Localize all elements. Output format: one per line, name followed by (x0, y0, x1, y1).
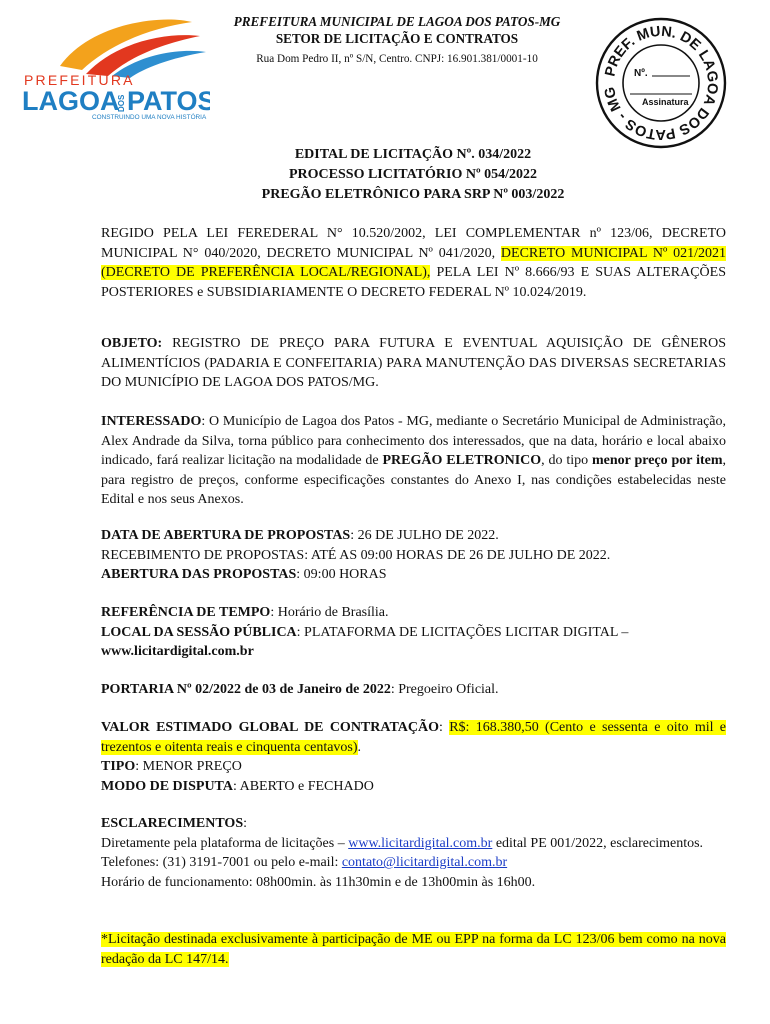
dates-block (101, 526, 726, 585)
value-colon: : (438, 720, 450, 735)
object-text: REGISTRO DE PREÇO PARA FUTURA E EVENTUAL AQUISIÇÃO DE GÊNEROS ALIMENTÍCIOS (PADARIA E CONFEITARIA) PARA MANUTENÇÃO DAS DIVERSAS SECRETARIAS DO MUNICÍPIO DE LAGOA DOS PATOS/MG. (101, 336, 726, 391)
legal-basis-highlight: DECRETO MUNICIPAL Nº 021/2021 (DECRETO DE PREFERÊNCIA LOCAL/REGIONAL), (101, 245, 726, 281)
edital-title (100, 145, 726, 205)
clarifications-text-1: Diretamente pela plataforma de licitações – (101, 835, 349, 851)
value-end: . (357, 739, 362, 755)
phones-text: Telefones: (31) 3191-7001 ou pelo e-mail: (101, 855, 342, 871)
object-label: OBJETO: (101, 336, 163, 351)
object-paragraph (101, 334, 726, 393)
interested-label: INTERESSADO (101, 414, 202, 429)
platform-link[interactable]: www.licitardigital.com.br (348, 835, 493, 851)
value-block (101, 718, 726, 796)
value-highlight: R$: 168.380,50 (Cento e sessenta e oito mil e trezentos e oitenta reais e cinquenta centavos) (101, 720, 727, 755)
legal-basis-text-b: PELA LEI Nº 8.666/93 E SUAS ALTERAÇÕES POSTERIORES e SUBSIDIARIAMENTE O DECRETO FEDERAL Nº 10.024/2019. (101, 265, 727, 300)
opening-date-label: DATA DE ABERTURA DE PROPOSTAS (101, 528, 351, 543)
interested-modality: PREGÃO ELETRONICO (382, 453, 542, 469)
protocol-stamp (594, 16, 728, 150)
dispute-mode-label: MODO DE DISPUTA (101, 778, 233, 794)
opening-time-value: : 09:00 HORAS (296, 567, 387, 583)
clarifications-colon: : (243, 816, 248, 831)
type-value: : MENOR PREÇO (135, 759, 242, 775)
clarifications-text-2: edital PE 001/2022, esclarecimentos. (492, 835, 704, 851)
interested-text-2: , do tipo (541, 453, 592, 469)
portaria-label: PORTARIA Nº 02/2022 de 03 de Janeiro de 2022 (101, 682, 391, 697)
interested-type: menor preço por item (591, 453, 723, 469)
stamp-sign-label: Assinatura (642, 97, 689, 107)
opening-time-label: ABERTURA DAS PROPOSTAS (101, 567, 297, 583)
logo-main-right: PATOS (127, 86, 210, 116)
me-epp-note-text: *Licitação destinada exclusivamente à participação de ME ou EPP na forma da LC 123/06 bem como na nova redação da LC 147/14. (101, 932, 726, 967)
title-line-2: PROCESSO LICITATÓRIO Nº 054/2022 (289, 167, 537, 182)
stamp-number-label: Nº. (634, 68, 648, 79)
value-label: VALOR ESTIMADO GLOBAL DE CONTRATAÇÃO (101, 720, 439, 735)
letterhead (212, 14, 582, 67)
logo-top-text: PREFEITURA (24, 72, 135, 88)
logo-main-left: LAGOA (22, 86, 120, 116)
dispute-mode-value: : ABERTO e FECHADO (232, 778, 374, 794)
receipt-line: RECEBIMENTO DE PROPOSTAS: ATÉ AS 09:00 HORAS DE 26 DE JULHO DE 2022. (101, 547, 611, 563)
header-line-1: PREFEITURA MUNICIPAL DE LAGOA DOS PATOS-MG (233, 14, 561, 29)
prefeitura-logo (20, 14, 210, 122)
clarifications-block (101, 814, 726, 892)
interested-paragraph (101, 412, 726, 510)
reference-block (101, 603, 726, 662)
interested-text-1: : O Município de Lagoa dos Patos - MG, mediante o Secretário Municipal de Administração, Alex Andrade da Silva, torna público para conhecimento dos interessados, que na data, horário e local abaixo indicado, fará realizar licitação na modalidade de (101, 414, 726, 469)
session-place-label: LOCAL DA SESSÃO PÚBLICA (101, 624, 297, 640)
interested-text-3: , para registro de preços, conforme especificações constantes do Anexo I, nas condições estabelecidas neste Edital e nos seus Anexos. (101, 453, 726, 508)
legal-basis-text-a: REGIDO PELA LEI FEREDERAL N° 10.520/2002, LEI COMPLEMENTAR nº 123/06, DECRETO MUNICIPAL N° 040/2020, DECRETO MUNICIPAL Nº 041/2020, (101, 226, 726, 261)
time-reference-value: : Horário de Brasília. (270, 605, 389, 620)
time-reference-label: REFERÊNCIA DE TEMPO (101, 605, 271, 620)
portaria-value: : Pregoeiro Oficial. (390, 682, 499, 697)
office-hours: Horário de funcionamento: 08h00min. às 11h30min e de 13h00min às 16h00. (101, 874, 536, 890)
header-line-3: Rua Dom Pedro II, nº S/N, Centro. CNPJ: 16.901.381/0001-10 (256, 53, 538, 65)
session-place-url: www.licitardigital.com.br (101, 644, 254, 660)
type-label: TIPO (101, 759, 136, 775)
opening-date-value: : 26 DE JULHO DE 2022. (350, 528, 499, 543)
title-line-1: EDITAL DE LICITAÇÃO Nº. 034/2022 (294, 147, 532, 162)
legal-basis-paragraph (101, 224, 726, 302)
title-line-3: PREGÃO ELETRÔNICO PARA SRP Nº 003/2022 (261, 187, 565, 202)
clarifications-label: ESCLARECIMENTOS (101, 816, 244, 831)
session-place-value: : PLATAFORMA DE LICITAÇÕES LICITAR DIGITAL – (296, 624, 629, 640)
logo-main-mid: DOS (117, 94, 126, 112)
logo-tagline: CONSTRUINDO UMA NOVA HISTÓRIA (92, 114, 207, 121)
stamp-inner-ring (623, 45, 699, 121)
portaria-line (101, 680, 726, 700)
me-epp-note (101, 930, 726, 969)
header-line-2: SETOR DE LICITAÇÃO E CONTRATOS (275, 31, 519, 46)
stamp-ring-text: PREF. MUN. DE LAGOA DOS PATOS - MG (601, 23, 721, 143)
email-link[interactable]: contato@licitardigital.com.br (341, 855, 508, 871)
